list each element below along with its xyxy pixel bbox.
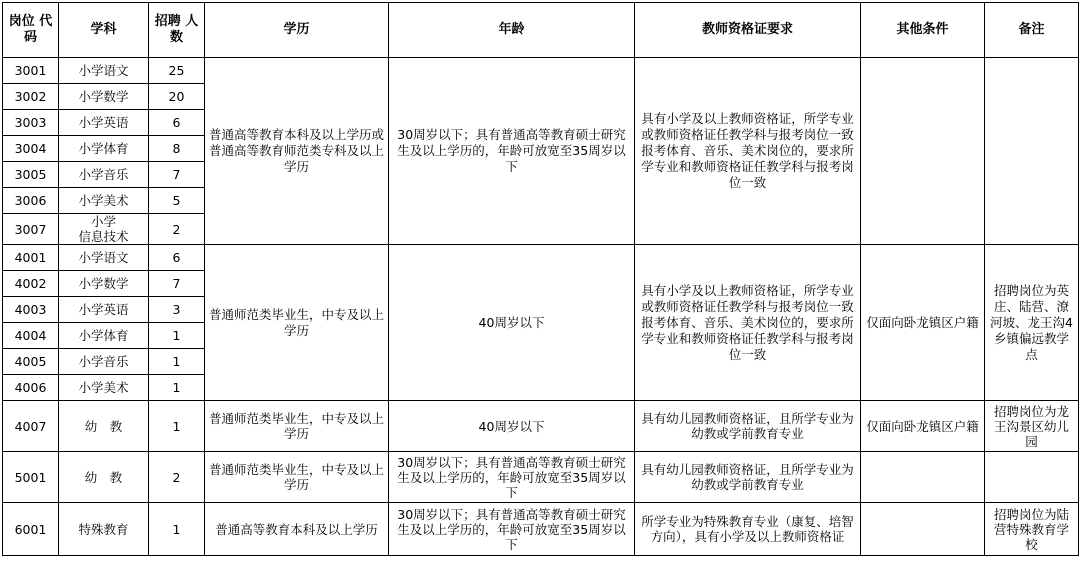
table-row [3, 401, 1079, 452]
cell-count: 3 [149, 297, 205, 323]
cell-cert: 具有幼儿园教师资格证，且所学专业为幼教或学前教育专业 [635, 401, 861, 452]
cell-cert-group-4000: 具有小学及以上教师资格证，所学专业或教师资格证任教学科与报考岗位一致 报考体育、音乐、美术岗位的，要求所学专业和教师资格证任教学科与报考岗位一致 [635, 245, 861, 401]
cell-education: 普通师范类毕业生，中专及以上学历 [205, 401, 389, 452]
cell-count: 20 [149, 84, 205, 110]
cell-subject: 小学语文 [59, 58, 149, 84]
cell-count: 7 [149, 271, 205, 297]
recruitment-table [2, 2, 1079, 556]
cell-code: 3007 [3, 214, 59, 245]
cell-subject: 小学美术 [59, 375, 149, 401]
table-row [3, 503, 1079, 556]
header-row [3, 3, 1079, 58]
cell-code: 3003 [3, 110, 59, 136]
cell-note [985, 452, 1079, 503]
cell-code: 3005 [3, 162, 59, 188]
cell-subject: 小学英语 [59, 297, 149, 323]
cell-subject: 小学体育 [59, 136, 149, 162]
cell-subject: 小学数学 [59, 84, 149, 110]
cell-age-group-3000: 30周岁以下；具有普通高等教育硕士研究生及以上学历的，年龄可放宽至35周岁以下 [389, 58, 635, 245]
header-education: 学历 [205, 3, 389, 58]
cell-other-group-4000: 仅面向卧龙镇区户籍 [861, 245, 985, 401]
cell-subject: 小学数学 [59, 271, 149, 297]
cell-subject: 小学音乐 [59, 349, 149, 375]
cell-note-group-3000 [985, 58, 1079, 245]
cell-code: 3001 [3, 58, 59, 84]
cell-cert: 具有幼儿园教师资格证，且所学专业为幼教或学前教育专业 [635, 452, 861, 503]
cell-education-group-3000: 普通高等教育本科及以上学历或普通高等教育师范类专科及以上学历 [205, 58, 389, 245]
cell-code: 4002 [3, 271, 59, 297]
cell-code: 4003 [3, 297, 59, 323]
cell-count: 1 [149, 349, 205, 375]
cell-count: 1 [149, 375, 205, 401]
cell-count: 8 [149, 136, 205, 162]
cell-cert: 所学专业为特殊教育专业（康复、培智方向），具有小学及以上教师资格证 [635, 503, 861, 556]
cell-code: 4001 [3, 245, 59, 271]
cell-code: 4007 [3, 401, 59, 452]
cell-count: 5 [149, 188, 205, 214]
cell-other [861, 452, 985, 503]
cell-education-group-4000: 普通师范类毕业生，中专及以上学历 [205, 245, 389, 401]
cell-subject: 小学语文 [59, 245, 149, 271]
cell-age-group-4000: 40周岁以下 [389, 245, 635, 401]
cell-code: 3004 [3, 136, 59, 162]
table-row [3, 452, 1079, 503]
cell-subject: 幼 教 [59, 401, 149, 452]
cell-code: 4005 [3, 349, 59, 375]
cell-subject: 小学体育 [59, 323, 149, 349]
header-subject: 学科 [59, 3, 149, 58]
header-other: 其他条件 [861, 3, 985, 58]
table-row [3, 58, 1079, 84]
cell-count: 1 [149, 323, 205, 349]
cell-code: 5001 [3, 452, 59, 503]
header-note: 备注 [985, 3, 1079, 58]
cell-note-group-4000: 招聘岗位为英庄、陆营、潦河坡、龙王沟4乡镇偏远教学点 [985, 245, 1079, 401]
cell-subject: 小学音乐 [59, 162, 149, 188]
header-code: 岗位 代码 [3, 3, 59, 58]
cell-other [861, 503, 985, 556]
cell-age: 40周岁以下 [389, 401, 635, 452]
cell-age: 30周岁以下；具有普通高等教育硕士研究生及以上学历的，年龄可放宽至35周岁以下 [389, 503, 635, 556]
cell-count: 7 [149, 162, 205, 188]
cell-code: 3002 [3, 84, 59, 110]
cell-count: 25 [149, 58, 205, 84]
table-row [3, 245, 1079, 271]
cell-subject: 小学英语 [59, 110, 149, 136]
cell-note: 招聘岗位为龙王沟景区幼儿园 [985, 401, 1079, 452]
cell-count: 1 [149, 401, 205, 452]
cell-subject: 特殊教育 [59, 503, 149, 556]
cell-code: 4004 [3, 323, 59, 349]
cell-education: 普通高等教育本科及以上学历 [205, 503, 389, 556]
cell-count: 2 [149, 452, 205, 503]
cell-age: 30周岁以下；具有普通高等教育硕士研究生及以上学历的，年龄可放宽至35周岁以下 [389, 452, 635, 503]
cell-subject: 小学美术 [59, 188, 149, 214]
cell-education: 普通师范类毕业生，中专及以上学历 [205, 452, 389, 503]
cell-count: 6 [149, 245, 205, 271]
header-count: 招聘 人数 [149, 3, 205, 58]
cell-count: 2 [149, 214, 205, 245]
cell-cert-group-3000: 具有小学及以上教师资格证，所学专业或教师资格证任教学科与报考岗位一致 报考体育、音乐、美术岗位的，要求所学专业和教师资格证任教学科与报考岗位一致 [635, 58, 861, 245]
header-age: 年龄 [389, 3, 635, 58]
cell-note: 招聘岗位为陆营特殊教育学校 [985, 503, 1079, 556]
cell-count: 6 [149, 110, 205, 136]
cell-code: 6001 [3, 503, 59, 556]
cell-subject: 幼 教 [59, 452, 149, 503]
cell-code: 3006 [3, 188, 59, 214]
cell-other-group-3000 [861, 58, 985, 245]
cell-code: 4006 [3, 375, 59, 401]
header-cert: 教师资格证要求 [635, 3, 861, 58]
cell-other: 仅面向卧龙镇区户籍 [861, 401, 985, 452]
cell-count: 1 [149, 503, 205, 556]
cell-subject: 小学 信息技术 [59, 214, 149, 245]
